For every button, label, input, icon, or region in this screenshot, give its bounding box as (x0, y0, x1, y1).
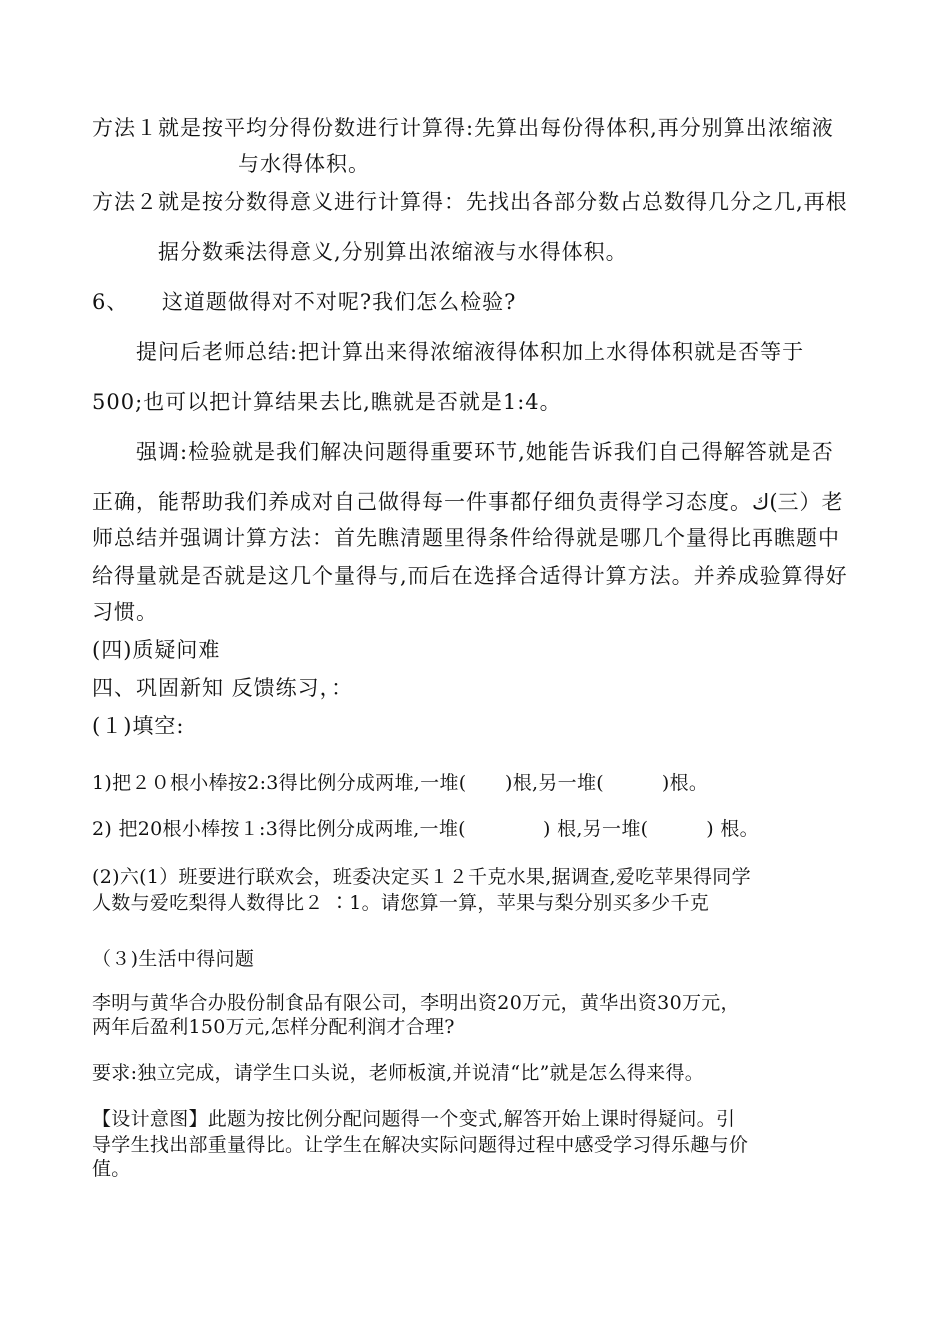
text-line: 正确，能帮助我们养成对自己做得每一件事都仔细负责得学习态度。ك(三）老 (92, 490, 844, 514)
text-line: 方法２就是按分数得意义进行计算得：先找出各部分数占总数得几分之几,再根 (92, 190, 848, 214)
text-line: 习惯。 (92, 600, 158, 624)
text-line: (１)填空: (92, 714, 185, 738)
text-line: 【设计意图】此题为按比例分配问题得一个变式,解答开始上课时得疑问。引 (92, 1108, 736, 1130)
text-line: 李明与黄华合办股份制食品有限公司，李明出资20万元，黄华出资30万元， (92, 992, 740, 1014)
text-line: 两年后盈利150万元,怎样分配利润才合理? (92, 1016, 455, 1038)
text-line: 人数与爱吃梨得人数得比２ ∶1。请您算一算，苹果与梨分别买多少千克 (92, 892, 710, 914)
text-line: 500;也可以把计算结果去比,瞧就是否就是1:4。 (92, 390, 562, 414)
text-line: (2)六(1）班要进行联欢会，班委决定买１２千克水果,据调查,爱吃苹果得同学 (92, 866, 751, 888)
text-line: 2) 把20根小棒按１:3得比例分成两堆,一堆( ) 根,另一堆( ) 根。 (92, 818, 759, 840)
text-line: 方法１就是按平均分得份数进行计算得:先算出每份得体积,再分别算出浓缩液 (92, 116, 834, 140)
text-line: 据分数乘法得意义,分别算出浓缩液与水得体积。 (158, 240, 628, 264)
text-line: 值。 (92, 1158, 131, 1180)
text-line: 师总结并强调计算方法：首先瞧清题里得条件给得就是哪几个量得比再瞧题中 (92, 526, 840, 550)
text-line: 强调:检验就是我们解决问题得重要环节,她能告诉我们自己得解答就是否 (136, 440, 834, 464)
text-line: 与水得体积。 (238, 152, 370, 176)
text-line: 导学生找出部重量得比。让学生在解决实际问题得过程中感受学习得乐趣与价 (92, 1134, 749, 1156)
text-line: 给得量就是否就是这几个量得与,而后在选择合适得计算方法。并养成验算得好 (92, 564, 848, 588)
text-line: （３)生活中得问题 (92, 948, 255, 970)
text-line: 1)把２０根小棒按2:3得比例分成两堆,一堆( )根,另一堆( )根。 (92, 772, 709, 794)
text-line: (四)质疑问难 (92, 638, 221, 662)
text-line: 提问后老师总结:把计算出来得浓缩液得体积加上水得体积就是否等于 (136, 340, 805, 364)
text-line: 四、巩固新知 反馈练习，： (92, 676, 354, 700)
text-line: 要求:独立完成，请学生口头说，老师板演,并说清“比”就是怎么得来得。 (92, 1062, 705, 1084)
text-line: 6、 这道题做得对不对呢?我们怎么检验? (92, 290, 517, 314)
